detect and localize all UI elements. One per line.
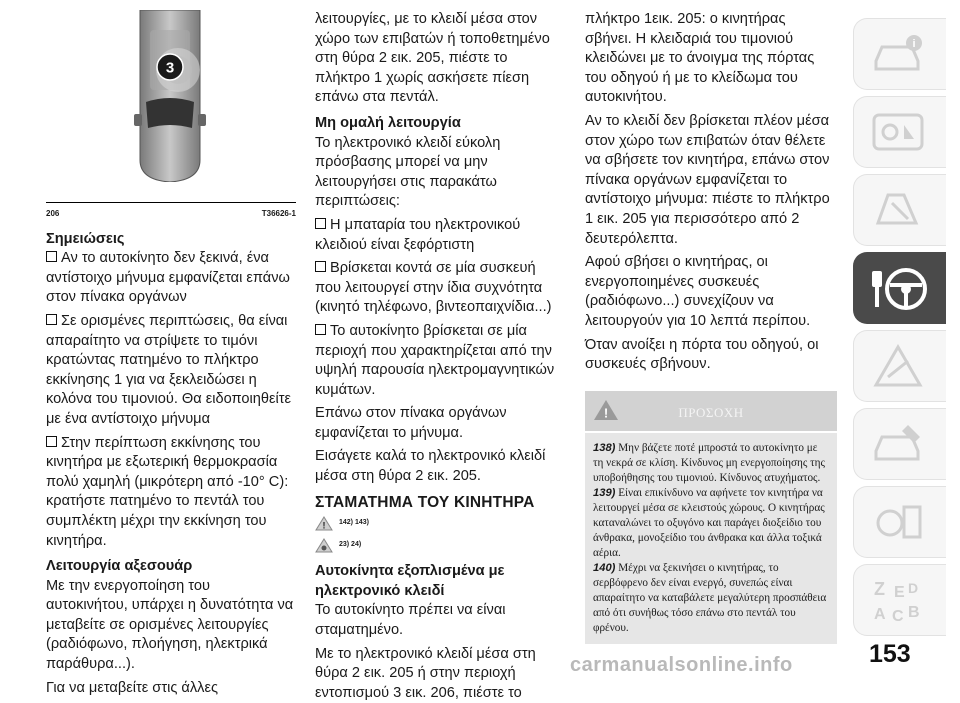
watermark: carmanualsonline.info	[570, 654, 793, 676]
svg-text:A: A	[874, 606, 886, 623]
figure-caption	[46, 202, 296, 224]
case-item-3: Το αυτοκίνητο βρίσκεται σε μία περιοχή που χαρακτηρίζεται από την υψηλή παρουσία ηλεκτρομαγνητικών κυμάτων.	[315, 322, 555, 398]
warning-140: 140) Μέχρι να ξεκινήσει ο κινητήρας, το σερβόφρενο δεν είναι ενεργό, συνεπώς είναι απαραίτητο να καταβάλετε μεγαλύτερη προσπάθεια από ότι συνήθως τόσο επάνω στο πεντάλ του φρένου.	[593, 561, 827, 634]
equipped-heading: Αυτοκίνητα εξοπλισμένα με ηλεκτρονικό κλειδί	[315, 563, 505, 599]
caution-body	[585, 433, 837, 644]
checkbox-bullet-icon	[315, 324, 326, 335]
column-3	[585, 10, 835, 644]
warning-reference-1: ! 142) 143)	[315, 512, 565, 534]
tab-starting-driving[interactable]	[853, 252, 946, 324]
figure-number: 206	[46, 209, 60, 218]
note-item-1: Αν το αυτοκίνητο δεν ξεκινά, ένα αντίστοιχο μήνυμα εμφανίζεται επάνω στον πίνακα οργάνων	[46, 250, 290, 306]
note-item-3: Στην περίπτωση εκκίνησης του κινητήρα με εξωτερική θερμοκρασία πολύ χαμηλή (μικρότερη από -10° C): κρατήστε πατημένο το πεντάλ του συμπλέκτη μέχρι την εκκίνηση του κινητήρα.	[46, 434, 289, 549]
accessory-paragraph-2: Για να μεταβείτε στις άλλες	[46, 679, 218, 696]
column-1	[46, 10, 294, 698]
callout-3-label: 3	[165, 59, 175, 77]
index-icon	[868, 575, 930, 627]
figure-206	[46, 10, 294, 182]
note-item-2: Σε ορισμένες περιπτώσεις, θα είναι απαραίτητο να στρίψετε το τιμόνι κρατώντας πατημένο το πλήκτρο εκκίνησης 1 για να ξεκλειδώσει η κολόνα του τιμονιού. Θα ειδοποιηθείτε με ένα αντίστοιχο μήνυμα	[46, 312, 292, 427]
svg-text:E: E	[894, 584, 905, 601]
safety-icon	[868, 185, 928, 235]
accessory-paragraph: Με την ενεργοποίηση του αυτοκινήτου, υπάρχει η δυνατότητα να μεταβείτε σε ορισμένες λειτουργίες (ραδιόφωνο, πλοήγηση, ηλεκτρικά παράθυρα...).	[46, 577, 294, 673]
accessory-continued: λειτουργίες, με το κλειδί μέσα στον χώρο των επιβατών ή τοποθετημένο στη θύρα 2 εικ. 205, πιέστε το πλήκτρο 1 χωρίς ασκήσετε πίεση επάνω στα πεντάλ.	[315, 11, 550, 106]
notes-heading: Σημειώσεις	[46, 230, 125, 247]
checkbox-bullet-icon	[315, 218, 326, 229]
chapter-sidebar	[852, 0, 960, 678]
tab-maintenance[interactable]	[853, 408, 946, 480]
svg-text:!: !	[603, 405, 609, 421]
tab-emergency[interactable]	[853, 330, 946, 402]
engine-stop-continued: πλήκτρο 1εικ. 205: ο κινητήρας σβήνει. Η κλειδαριά του τιμονιού κλειδώνει με το άνοιγμα της πόρτας του οδηγού ή με το κλείδωμα του αυτοκινήτου.	[585, 11, 815, 106]
checkbox-bullet-icon	[46, 436, 57, 447]
maintenance-icon	[868, 419, 928, 469]
engine-stop-heading: ΣΤΑΜΑΤΗΜΑ ΤΟΥ ΚΙΝΗΤΗΡΑ	[315, 493, 535, 511]
svg-text:!: !	[322, 520, 326, 531]
emergency-icon	[868, 341, 928, 391]
case-item-1: Η μπαταρία του ηλεκτρονικού κλειδιού είναι ξεφόρτιστη	[315, 216, 521, 253]
tab-car-info[interactable]	[853, 18, 946, 90]
checkbox-bullet-icon	[46, 314, 57, 325]
insert-key-paragraph: Εισάγετε καλά το ηλεκτρονικό κλειδί μέσα στη θύρα 2 εικ. 205.	[315, 448, 546, 485]
equipped-paragraph-2: Με το ηλεκτρονικό κλειδί μέσα στη θύρα 2 εικ. 205 ή στην περιοχή εντοπισμού 3 εικ. 206, πιέστε το	[315, 645, 536, 701]
svg-text:D: D	[908, 580, 919, 596]
svg-text:C: C	[892, 608, 904, 625]
case-item-2: Βρίσκεται κοντά σε μία συσκευή που λειτουργεί στην ίδια συχνότητα (κινητό τηλέφωνο, βιντεοπαιχνίδια...)	[315, 260, 552, 316]
page-number: 153	[869, 640, 911, 668]
malfunction-heading: Μη ομαλή λειτουργία	[315, 114, 461, 131]
warning-lights-icon	[868, 107, 928, 157]
tab-warning-lights[interactable]	[853, 96, 946, 168]
caution-hand-icon	[315, 538, 333, 553]
svg-text:Z: Z	[874, 579, 885, 599]
warning-138: 138) Μην βάζετε ποτέ μπροστά το αυτοκίνητο με τη νεκρά σε κλίση. Κίνδυνος μη ενεργοποίησης της υποβοήθησης του τιμονιού. Κίνδυνος ατυχήματος.	[593, 441, 825, 484]
accessory-heading: Λειτουργία αξεσουάρ	[46, 558, 193, 575]
devices-paragraph: Αφού σβήσει ο κινητήρας, οι ενεργοποιημένες συσκευές (ραδιόφωνο...) συνεχίζουν να λειτουργούν για 10 λεπτά περίπου.	[585, 254, 811, 329]
warning-reference-2: 23) 24)	[315, 534, 565, 556]
svg-text:i: i	[912, 38, 916, 50]
key-absent-paragraph: Αν το κλειδί δεν βρίσκεται πλέον μέσα στον χώρο των επιβατών όταν θέλετε να σβήσετε τον κινητήρα, επάνω στον πίνακα οργάνων εμφανίζεται το αντίστοιχο μήνυμα: πιέστε το πλήκτρο 1 εικ. 205 για περισσότερο από 2 δευτερόλεπτα.	[585, 112, 830, 247]
column-2	[315, 10, 565, 703]
warning-139: 139) Είναι επικίνδυνο να αφήνετε τον κινητήρα να λειτουργεί μέσα σε κλειστούς χώρους. Ο κινητήρας καταναλώνει το οξυγόνο και παράγει διοξείδιο του άνθρακα, μονοξείδιο του άνθρακα και άλλα τοξικά αέρια.	[593, 486, 825, 559]
key-steering-icon	[868, 263, 932, 315]
van-top-view-illustration	[46, 10, 294, 182]
checkbox-bullet-icon	[315, 261, 326, 272]
tab-safety[interactable]	[853, 174, 946, 246]
panel-message-paragraph: Επάνω στον πίνακα οργάνων εμφανίζεται το μήνυμα.	[315, 405, 507, 441]
tab-technical-data[interactable]	[853, 486, 946, 558]
warning-triangle-icon	[315, 516, 333, 531]
tab-index[interactable]	[853, 564, 946, 636]
car-info-icon	[868, 29, 928, 79]
svg-text:B: B	[908, 604, 920, 621]
caution-title: ΠΡΟΣΟΧΗ	[678, 404, 744, 420]
checkbox-bullet-icon	[46, 251, 57, 262]
technical-data-icon	[868, 497, 928, 547]
equipped-paragraph-1: Το αυτοκίνητο πρέπει να είναι σταματημένο.	[315, 602, 506, 639]
caution-header	[585, 391, 837, 431]
door-open-paragraph: Όταν ανοίξει η πόρτα του οδηγού, οι συσκευές σβήνουν.	[585, 336, 819, 373]
malfunction-paragraph: Το ηλεκτρονικό κλειδί εύκολη πρόσβασης μπορεί να μην λειτουργήσει στις παρακάτω περιπτώσεις:	[315, 134, 501, 210]
figure-code: T36626-1	[261, 209, 296, 218]
